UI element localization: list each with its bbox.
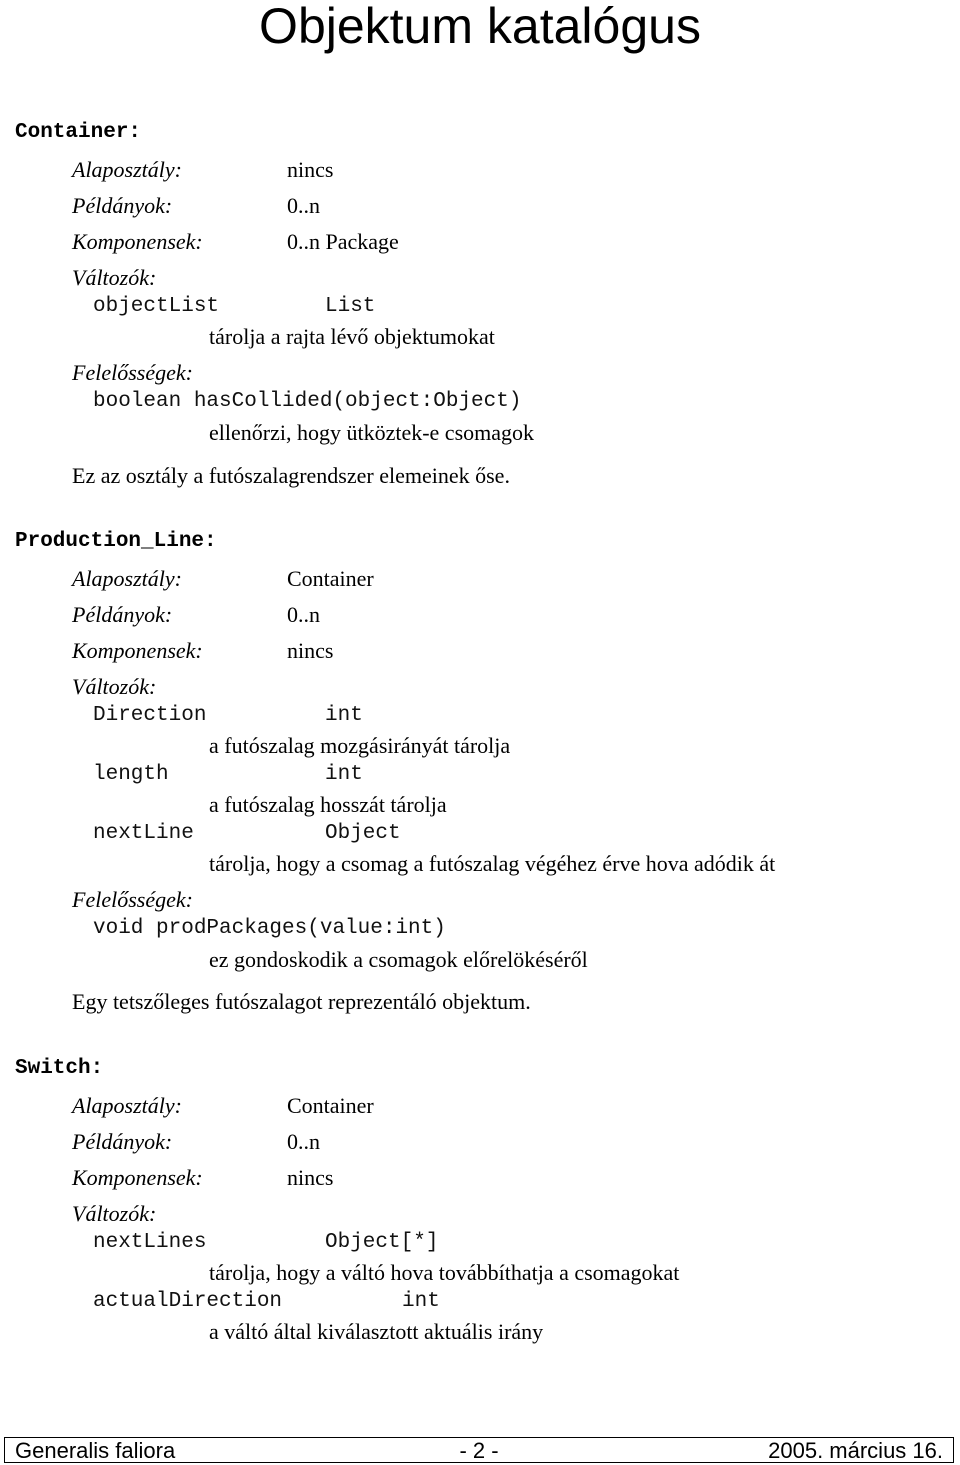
variables-label: Változók: [72,1201,157,1226]
superclass-label: Alaposztály: [72,566,182,591]
class-name: Container: [15,121,142,144]
superclass-value: nincs [287,157,334,182]
footer-left-text: Generalis faliora [15,1438,176,1463]
components-value: 0..n Package [287,229,399,254]
variable-description: tárolja a rajta lévő objektumokat [209,324,495,349]
responsibilities-label: Felelősségek: [72,360,193,385]
instances-label: Példányok: [72,1129,173,1154]
variables-label: Változók: [72,674,157,699]
variable-name: objectList [93,295,220,318]
variable-description: tárolja, hogy a csomag a futószalag végéhez érve hova adódik át [209,851,776,876]
components-value: nincs [287,1165,334,1190]
method-signature: void prodPackages(value:int) [93,917,446,940]
components-label: Komponensek: [72,229,203,254]
class-note: Egy tetszőleges futószalagot reprezentáló objektum. [72,989,531,1014]
variable-type: Object [325,822,401,845]
variable-type: int [325,704,363,727]
variables-label: Változók: [72,265,157,290]
superclass-label: Alaposztály: [72,1093,182,1118]
variable-name: actualDirection [93,1290,283,1313]
superclass-value: Container [287,566,374,591]
variable-description: a futószalag hosszát tárolja [209,792,447,817]
variable-type: List [325,295,376,318]
method-description: ellenőrzi, hogy ütköztek-e csomagok [209,420,535,445]
variable-name: Direction [93,704,207,727]
responsibilities-label: Felelősségek: [72,887,193,912]
instances-label: Példányok: [72,602,173,627]
page-title: Objektum katalógus [259,0,701,54]
instances-value: 0..n [287,602,320,627]
page-footer [4,1437,954,1463]
variable-name: length [93,763,169,786]
instances-label: Példányok: [72,193,173,218]
method-signature: boolean hasCollided(object:Object) [93,390,522,413]
variable-description: a futószalag mozgásirányát tárolja [209,733,511,758]
method-description: ez gondoskodik a csomagok előrelökéséről [209,947,588,972]
variable-type: int [325,763,363,786]
class-note: Ez az osztály a futószalagrendszer elemeinek őse. [72,463,510,488]
variable-description: a váltó által kiválasztott aktuális irány [209,1319,544,1344]
variable-type: Object[*] [325,1231,439,1254]
components-value: nincs [287,638,334,663]
components-label: Komponensek: [72,1165,203,1190]
variable-description: tárolja, hogy a váltó hova továbbíthatja a csomagokat [209,1260,680,1285]
variable-name: nextLines [93,1231,207,1254]
page-number: - 2 - [459,1438,499,1463]
variable-type: int [402,1290,440,1313]
instances-value: 0..n [287,193,320,218]
footer-date: 2005. március 16. [768,1438,943,1463]
class-name: Switch: [15,1057,104,1080]
variable-name: nextLine [93,822,194,845]
components-label: Komponensek: [72,638,203,663]
class-name: Production_Line: [15,530,217,553]
instances-value: 0..n [287,1129,320,1154]
superclass-label: Alaposztály: [72,157,182,182]
superclass-value: Container [287,1093,374,1118]
